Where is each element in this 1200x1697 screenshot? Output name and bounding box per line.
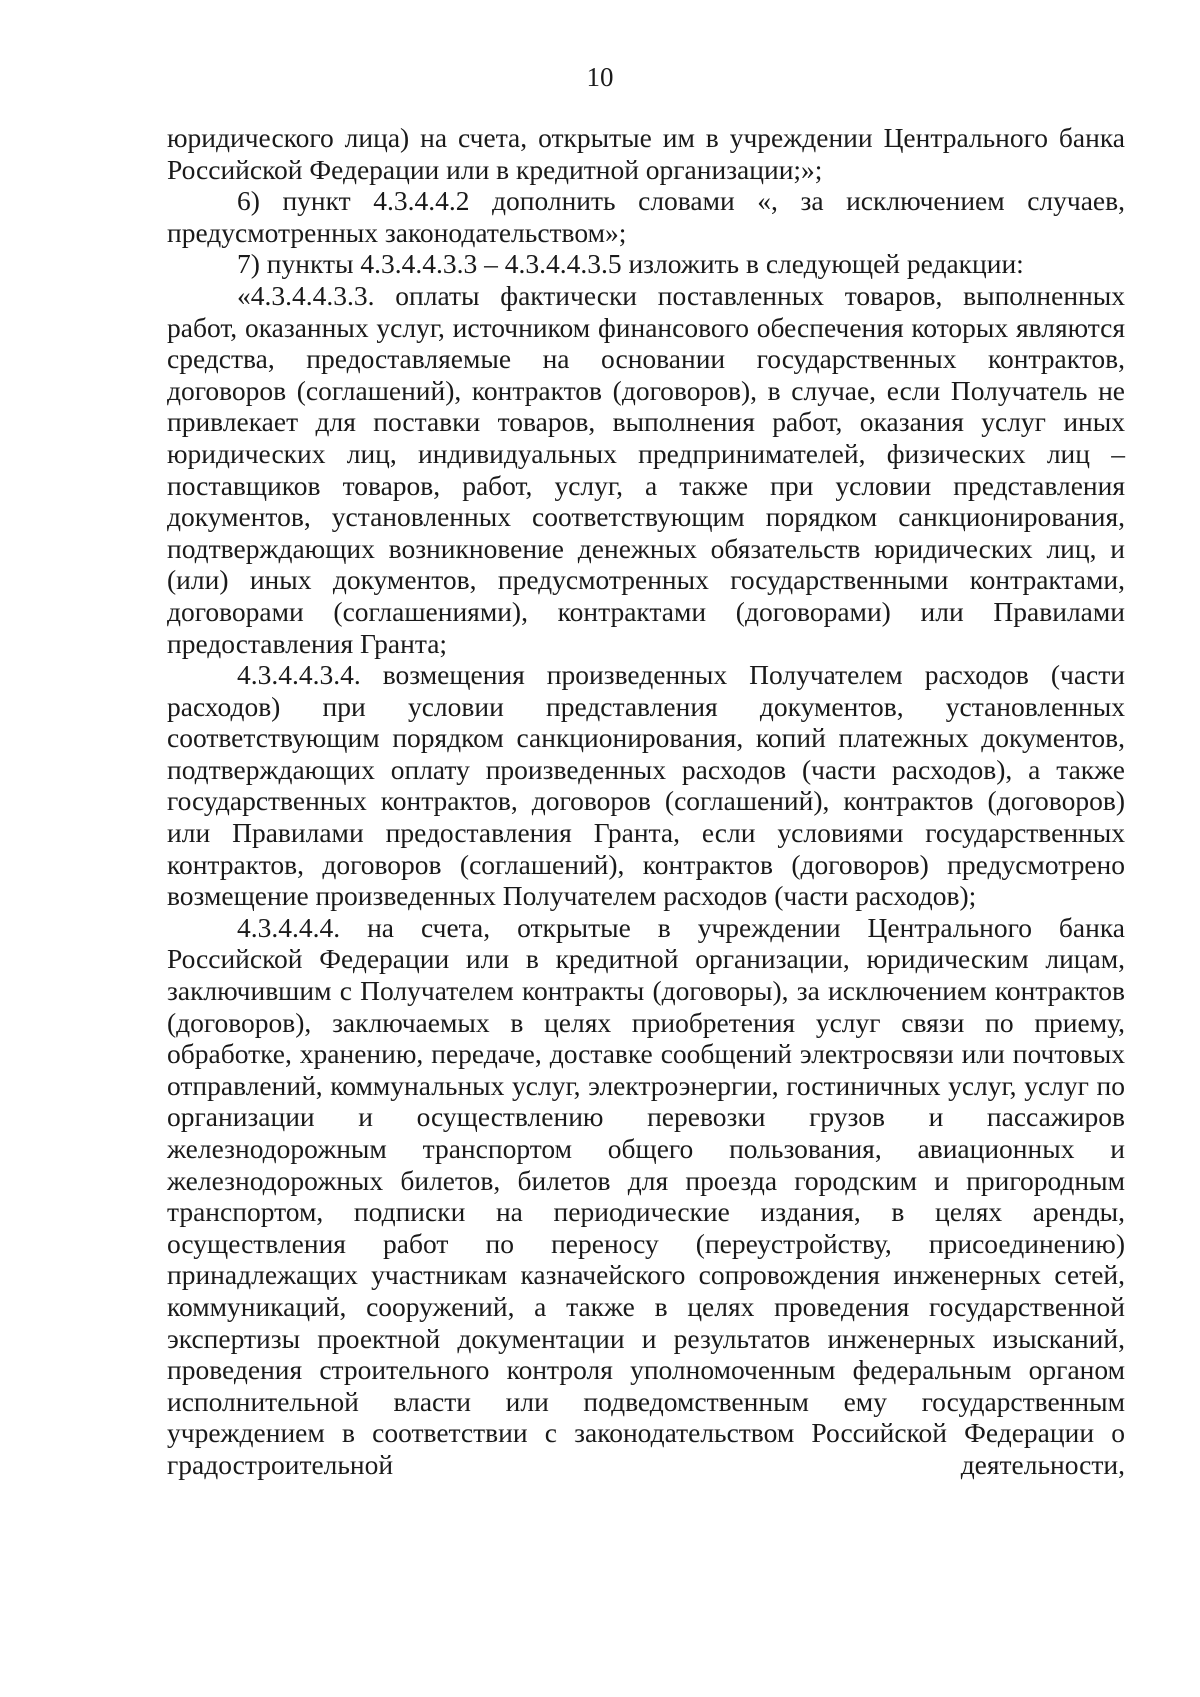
paragraph-4-3-4-4-4: 4.3.4.4.4. на счета, открытые в учреждении Центрального банка Российской Федерации или в кредитной организации, юридическим лицам, заключившим с Получателем контракты (договоры), за исключением контрактов (договоров), заключаемых в целях приобретения услуг связи по приему, обработке, хранению, передаче, доставке сообщений электросвязи или почтовых отправлений, коммунальных услуг, электроэнергии, гостиничных услуг, услуг по организации и осуществлению перевозки грузов и пассажиров железнодорожным транспортом общего пользования, авиационных и железнодорожных билетов, билетов для проезда городским и пригородным транспортом, подписки на периодические издания, в целях аренды, осуществления работ по переносу (переустройству, присоединению) принадлежащих участникам казначейского сопровождения инженерных сетей, коммуникаций, сооружений, а также в целях проведения государственной экспертизы проектной документации и результатов инженерных изысканий, проведения строительного контроля уполномоченным федеральным органом исполнительной власти или подведомственным ему государственным учреждением в соответствии с законодательством Российской Федерации о градостроительной деятельности, — [167, 911, 1125, 1480]
paragraph-item-6: 6) пункт 4.3.4.4.2 дополнить словами «, за исключением случаев, предусмотренных законодательством»; — [167, 185, 1125, 248]
paragraph-4-3-4-4-3-3: «4.3.4.4.3.3. оплаты фактически поставленных товаров, выполненных работ, оказанных услуг, источником финансового обеспечения которых являются средства, предоставляемые на основании государственных контрактов, договоров (соглашений), контрактов (договоров), в случае, если Получатель не привлекает для поставки товаров, выполнения работ, оказания услуг иных юридических лиц, индивидуальных предпринимателей, физических лиц – поставщиков товаров, работ, услуг, а также при условии представления документов, установленных соответствующим порядком санкционирования, подтверждающих возникновение денежных обязательств юридических лиц, и (или) иных документов, предусмотренных государственными контрактами, договорами (соглашениями), контрактами (договорами) или Правилами предоставления Гранта; — [167, 279, 1125, 659]
paragraph-continuation: юридического лица) на счета, открытые им в учреждении Центрального банка Российской Федерации или в кредитной организации;»; — [167, 122, 1125, 185]
paragraph-4-3-4-4-3-4: 4.3.4.4.3.4. возмещения произведенных Получателем расходов (части расходов) при условии представления документов, установленных соответствующим порядком санкционирования, копий платежных документов, подтверждающих оплату произведенных расходов (части расходов), а также государственных контрактов, договоров (соглашений), контрактов (договоров) или Правилами предоставления Гранта, если условиями государственных контрактов, договоров (соглашений), контрактов (договоров) предусмотрено возмещение произведенных Получателем расходов (части расходов); — [167, 659, 1125, 912]
paragraph-item-7: 7) пункты 4.3.4.4.3.3 – 4.3.4.4.3.5 изложить в следующей редакции: — [237, 248, 1024, 280]
document-body — [167, 122, 1125, 1481]
page-number: 10 — [586, 62, 614, 92]
